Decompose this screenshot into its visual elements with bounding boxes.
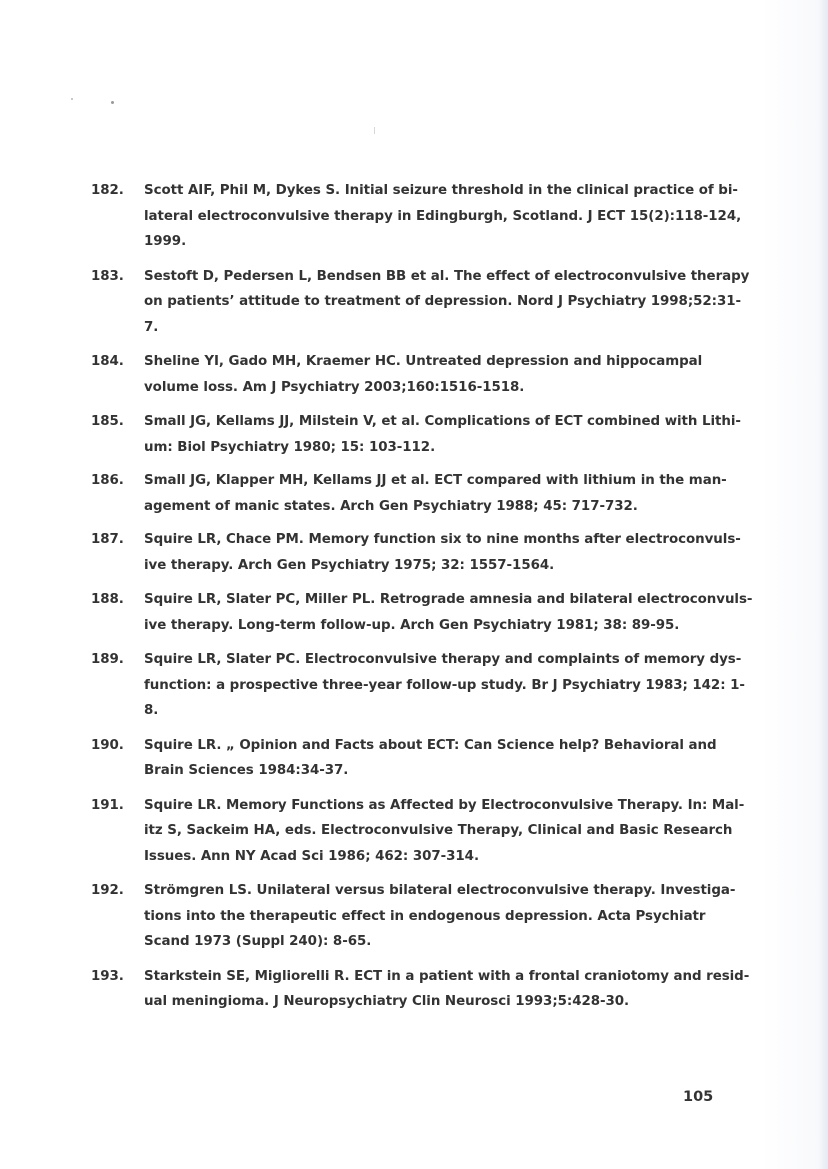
reference-text (144, 878, 736, 955)
reference-number: 190. (91, 737, 124, 753)
reference-line: Issues. Ann NY Acad Sci 1986; 462: 307-314. (144, 848, 479, 864)
reference-line: volume loss. Am J Psychiatry 2003;160:1516-1518. (144, 379, 525, 395)
reference-line: Sestoft D, Pedersen L, Bendsen BB et al. The effect of electroconvulsive therapy (144, 268, 750, 284)
reference-line: Squire LR. Memory Functions as Affected by Electroconvulsive Therapy. In: Mal- (144, 797, 745, 813)
reference-item (91, 468, 727, 519)
reference-number: 185. (91, 414, 124, 429)
reference-item (91, 349, 711, 400)
reference-item (91, 733, 717, 784)
reference-item (91, 587, 753, 638)
reference-line: 7. (144, 319, 159, 335)
reference-text (144, 964, 750, 1015)
scan-speck (374, 127, 375, 134)
reference-item (91, 964, 750, 1015)
scan-speck (111, 101, 114, 104)
reference-number: 188. (91, 592, 124, 607)
reference-line: lateral electroconvulsive therapy in Edingburgh, Scotland. J ECT 15(2):118-124, (144, 208, 742, 224)
reference-line: Squire LR. „ Opinion and Facts about ECT: Can Science help? Behavioral and (144, 737, 717, 753)
reference-line: agement of manic states. Arch Gen Psychiatry 1988; 45: 717-732. (144, 498, 638, 514)
reference-item (91, 527, 741, 578)
reference-line: Brain Sciences 1984:34-37. (144, 763, 349, 778)
reference-number: 183. (91, 268, 124, 284)
reference-line: ive therapy. Long-term follow-up. Arch Gen Psychiatry 1981; 38: 89-95. (144, 617, 680, 633)
reference-line: um: Biol Psychiatry 1980; 15: 103-112. (144, 439, 436, 455)
reference-text (144, 793, 745, 870)
reference-line: function: a prospective three-year follow-up study. Br J Psychiatry 1983; 142: 1- (144, 677, 745, 693)
reference-text (144, 587, 753, 638)
reference-line: Small JG, Klapper MH, Kellams JJ et al. ECT compared with lithium in the man- (144, 473, 727, 488)
reference-number: 192. (91, 883, 124, 898)
reference-line: Strömgren LS. Unilateral versus bilateral electroconvulsive therapy. Investiga- (144, 883, 736, 898)
reference-item (91, 878, 736, 955)
reference-line: 8. (144, 703, 159, 718)
reference-text (144, 409, 741, 460)
reference-text (144, 349, 711, 400)
scan-speck (71, 98, 73, 100)
reference-line: Starkstein SE, Migliorelli R. ECT in a patient with a frontal craniotomy and resid- (144, 968, 750, 984)
scan-edge-shadow (818, 0, 828, 1169)
reference-line: Small JG, Kellams JJ, Milstein V, et al. Complications of ECT combined with Lithi- (144, 414, 741, 429)
reference-line: Scand 1973 (Suppl 240): 8-65. (144, 934, 372, 949)
reference-number: 184. (91, 354, 124, 369)
reference-line: Squire LR, Chace PM. Memory function six to nine months after electroconvuls- (144, 532, 741, 547)
reference-number: 187. (91, 532, 124, 547)
reference-text (144, 733, 717, 784)
reference-item (91, 409, 741, 460)
reference-text (144, 468, 727, 519)
reference-number: 191. (91, 797, 124, 813)
reference-line: Sheline YI, Gado MH, Kraemer HC. Untreated depression and hippocampal (144, 354, 703, 369)
reference-line: itz S, Sackeim HA, eds. Electroconvulsive Therapy, Clinical and Basic Research (144, 823, 733, 838)
reference-item (91, 264, 750, 341)
reference-number: 186. (91, 473, 124, 488)
reference-text (144, 527, 741, 578)
reference-line: tions into the therapeutic effect in endogenous depression. Acta Psychiatr (144, 908, 706, 924)
reference-number: 182. (91, 183, 124, 198)
reference-text (144, 178, 742, 255)
reference-line: ive therapy. Arch Gen Psychiatry 1975; 32: 1557-1564. (144, 557, 555, 573)
reference-line: ual meningioma. J Neuropsychiatry Clin Neurosci 1993;5:428-30. (144, 994, 630, 1009)
page-number: 105 (683, 1089, 714, 1105)
reference-list (91, 178, 753, 1015)
reference-item (91, 647, 745, 724)
reference-line: Squire LR, Slater PC, Miller PL. Retrograde amnesia and bilateral electroconvuls- (144, 592, 753, 607)
reference-text (144, 264, 750, 341)
reference-item (91, 793, 745, 870)
reference-number: 193. (91, 968, 124, 984)
reference-line: on patients’ attitude to treatment of depression. Nord J Psychiatry 1998;52:31- (144, 294, 742, 309)
reference-line: 1999. (144, 234, 187, 249)
reference-line: Scott AIF, Phil M, Dykes S. Initial seizure threshold in the clinical practice of bi- (144, 183, 738, 198)
reference-item (91, 178, 742, 255)
reference-number: 189. (91, 652, 124, 667)
reference-line: Squire LR, Slater PC. Electroconvulsive therapy and complaints of memory dys- (144, 652, 742, 667)
reference-text (144, 647, 745, 724)
